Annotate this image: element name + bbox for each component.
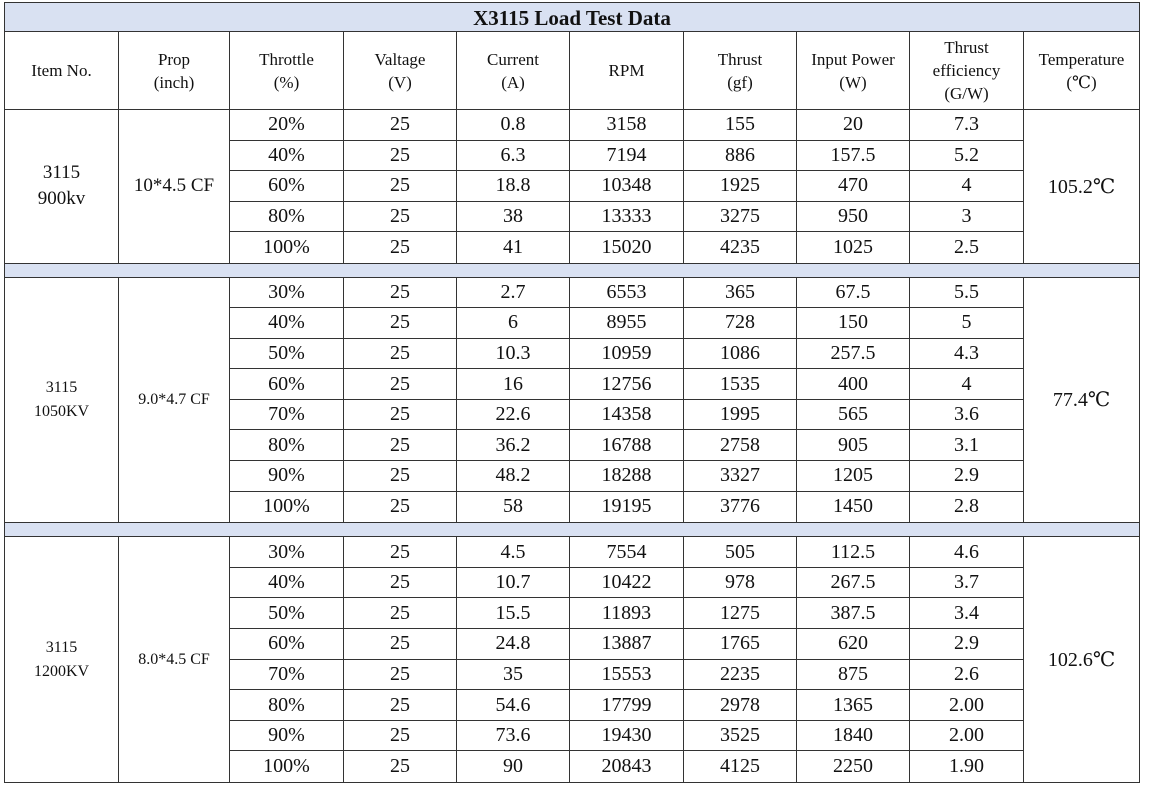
rpm-cell: 10959 [570, 339, 684, 370]
rpm-cell: 19430 [570, 721, 684, 752]
header-throttle-line: Throttle [259, 49, 314, 69]
throttle-cell: 30% [230, 278, 344, 309]
input-power-cell: 157.5 [797, 141, 910, 172]
thrust-efficiency-cell: 5 [910, 308, 1024, 339]
header-temperature [1024, 32, 1140, 110]
current-cell: 36.2 [457, 430, 570, 461]
current-cell: 6 [457, 308, 570, 339]
prop-cell: 10*4.5 CF [119, 110, 230, 263]
input-power-cell: 387.5 [797, 598, 910, 629]
voltage-cell: 25 [344, 629, 457, 660]
current-cell: 6.3 [457, 141, 570, 172]
rpm-cell: 13333 [570, 202, 684, 233]
thrust-cell: 3776 [684, 492, 797, 523]
current-cell: 41 [457, 232, 570, 263]
current-cell: 18.8 [457, 171, 570, 202]
current-cell: 48.2 [457, 461, 570, 492]
voltage-cell: 25 [344, 202, 457, 233]
thrust-cell: 886 [684, 141, 797, 172]
thrust-cell: 3275 [684, 202, 797, 233]
current-cell: 4.5 [457, 537, 570, 568]
header-voltage-line: Valtage [374, 49, 426, 69]
current-cell: 24.8 [457, 629, 570, 660]
thrust-efficiency-cell: 4.3 [910, 339, 1024, 370]
rpm-cell: 15020 [570, 232, 684, 263]
current-cell: 54.6 [457, 690, 570, 721]
throttle-cell: 70% [230, 660, 344, 691]
current-cell: 90 [457, 751, 570, 782]
item-no-line: 3115 [45, 638, 78, 656]
item-no-cell [4, 537, 119, 782]
thrust-cell: 1535 [684, 369, 797, 400]
rpm-cell: 7554 [570, 537, 684, 568]
input-power-cell: 620 [797, 629, 910, 660]
temperature-cell: 77.4℃ [1024, 278, 1140, 523]
rpm-cell: 8955 [570, 308, 684, 339]
motor-group [4, 110, 1140, 264]
header-thrust [684, 32, 797, 110]
header-rpm-line: RPM [608, 61, 645, 80]
throttle-cell: 60% [230, 171, 344, 202]
thrust-efficiency-cell: 7.3 [910, 110, 1024, 141]
input-power-cell: 1025 [797, 232, 910, 263]
thrust-efficiency-cell: 3.7 [910, 568, 1024, 599]
rpm-cell: 16788 [570, 430, 684, 461]
item-no-line: 1200KV [33, 662, 90, 680]
header-item-no [4, 32, 119, 110]
input-power-cell: 150 [797, 308, 910, 339]
header-throttle-line: (%) [273, 72, 300, 92]
current-cell: 38 [457, 202, 570, 233]
current-cell: 15.5 [457, 598, 570, 629]
header-throttle [230, 32, 344, 110]
throttle-cell: 100% [230, 751, 344, 782]
table-title: X3115 Load Test Data [4, 2, 1140, 32]
rpm-cell: 15553 [570, 660, 684, 691]
input-power-cell: 112.5 [797, 537, 910, 568]
motor-group [4, 537, 1140, 783]
current-cell: 58 [457, 492, 570, 523]
item-no-line: 1050KV [33, 402, 90, 420]
header-thrust-line: (gf) [727, 72, 753, 92]
thrust-cell: 2758 [684, 430, 797, 461]
thrust-cell: 2235 [684, 660, 797, 691]
input-power-cell: 875 [797, 660, 910, 691]
thrust-efficiency-cell: 2.00 [910, 690, 1024, 721]
thrust-efficiency-cell: 3.4 [910, 598, 1024, 629]
thrust-cell: 2978 [684, 690, 797, 721]
voltage-cell: 25 [344, 232, 457, 263]
current-cell: 0.8 [457, 110, 570, 141]
rpm-cell: 17799 [570, 690, 684, 721]
group-separator [4, 523, 1140, 537]
thrust-cell: 505 [684, 537, 797, 568]
item-no-cell [4, 278, 119, 523]
throttle-cell: 50% [230, 598, 344, 629]
thrust-efficiency-cell: 1.90 [910, 751, 1024, 782]
current-cell: 16 [457, 369, 570, 400]
item-no-line: 3115 [45, 378, 78, 396]
voltage-cell: 25 [344, 400, 457, 431]
thrust-cell: 4235 [684, 232, 797, 263]
prop-cell: 9.0*4.7 CF [119, 278, 230, 523]
header-thrust-efficiency-line: Thrust [944, 38, 989, 57]
table-header-row [4, 32, 1140, 110]
input-power-cell: 67.5 [797, 278, 910, 309]
voltage-cell: 25 [344, 369, 457, 400]
header-temperature-line: Temperature [1038, 49, 1125, 69]
header-input-power [797, 32, 910, 110]
throttle-cell: 50% [230, 339, 344, 370]
rpm-cell: 3158 [570, 110, 684, 141]
item-no-line: 3115 [42, 162, 81, 184]
throttle-cell: 40% [230, 568, 344, 599]
thrust-efficiency-cell: 2.6 [910, 660, 1024, 691]
throttle-cell: 80% [230, 690, 344, 721]
throttle-cell: 100% [230, 232, 344, 263]
thrust-efficiency-cell: 2.00 [910, 721, 1024, 752]
voltage-cell: 25 [344, 430, 457, 461]
header-rpm [570, 32, 684, 110]
current-cell: 73.6 [457, 721, 570, 752]
header-prop [119, 32, 230, 110]
header-prop-line: Prop [157, 49, 191, 69]
voltage-cell: 25 [344, 721, 457, 752]
header-current-line: (A) [501, 72, 525, 92]
thrust-efficiency-cell: 4.6 [910, 537, 1024, 568]
current-cell: 10.7 [457, 568, 570, 599]
item-no-cell [4, 110, 119, 263]
thrust-efficiency-cell: 2.9 [910, 629, 1024, 660]
rpm-cell: 6553 [570, 278, 684, 309]
current-cell: 22.6 [457, 400, 570, 431]
thrust-efficiency-cell: 5.5 [910, 278, 1024, 309]
throttle-cell: 100% [230, 492, 344, 523]
throttle-cell: 70% [230, 400, 344, 431]
thrust-cell: 1086 [684, 339, 797, 370]
voltage-cell: 25 [344, 598, 457, 629]
thrust-efficiency-cell: 3.1 [910, 430, 1024, 461]
thrust-efficiency-cell: 2.9 [910, 461, 1024, 492]
input-power-cell: 257.5 [797, 339, 910, 370]
throttle-cell: 30% [230, 537, 344, 568]
temperature-cell: 102.6℃ [1024, 537, 1140, 782]
temperature-cell: 105.2℃ [1024, 110, 1140, 263]
voltage-cell: 25 [344, 568, 457, 599]
thrust-efficiency-cell: 2.8 [910, 492, 1024, 523]
table-body [4, 110, 1140, 783]
rpm-cell: 11893 [570, 598, 684, 629]
header-thrust-efficiency [910, 32, 1024, 110]
motor-group [4, 278, 1140, 524]
header-item-no-line: Item No. [31, 61, 92, 80]
thrust-efficiency-cell: 3 [910, 202, 1024, 233]
thrust-efficiency-cell: 4 [910, 171, 1024, 202]
voltage-cell: 25 [344, 461, 457, 492]
voltage-cell: 25 [344, 278, 457, 309]
current-cell: 10.3 [457, 339, 570, 370]
input-power-cell: 2250 [797, 751, 910, 782]
header-voltage-line: (V) [388, 72, 412, 92]
header-current [457, 32, 570, 110]
voltage-cell: 25 [344, 690, 457, 721]
voltage-cell: 25 [344, 110, 457, 141]
rpm-cell: 18288 [570, 461, 684, 492]
throttle-cell: 20% [230, 110, 344, 141]
rpm-cell: 19195 [570, 492, 684, 523]
input-power-cell: 1450 [797, 492, 910, 523]
header-voltage [344, 32, 457, 110]
header-thrust-line: Thrust [717, 49, 763, 69]
header-input-power-line: Input Power [811, 49, 895, 69]
input-power-cell: 1205 [797, 461, 910, 492]
input-power-cell: 267.5 [797, 568, 910, 599]
throttle-cell: 40% [230, 141, 344, 172]
thrust-cell: 728 [684, 308, 797, 339]
header-current-line: Current [487, 49, 539, 69]
throttle-cell: 60% [230, 369, 344, 400]
load-test-table [4, 2, 1140, 783]
throttle-cell: 40% [230, 308, 344, 339]
voltage-cell: 25 [344, 141, 457, 172]
current-cell: 35 [457, 660, 570, 691]
input-power-cell: 1840 [797, 721, 910, 752]
thrust-efficiency-cell: 2.5 [910, 232, 1024, 263]
header-prop-line: (inch) [153, 72, 195, 92]
thrust-efficiency-cell: 3.6 [910, 400, 1024, 431]
item-no-line: 900kv [37, 188, 86, 210]
voltage-cell: 25 [344, 537, 457, 568]
header-input-power-line: (W) [839, 72, 867, 92]
thrust-cell: 1925 [684, 171, 797, 202]
thrust-cell: 3525 [684, 721, 797, 752]
thrust-cell: 1765 [684, 629, 797, 660]
thrust-efficiency-cell: 5.2 [910, 141, 1024, 172]
input-power-cell: 565 [797, 400, 910, 431]
thrust-cell: 4125 [684, 751, 797, 782]
thrust-cell: 155 [684, 110, 797, 141]
rpm-cell: 20843 [570, 751, 684, 782]
throttle-cell: 90% [230, 721, 344, 752]
thrust-cell: 1995 [684, 400, 797, 431]
throttle-cell: 60% [230, 629, 344, 660]
rpm-cell: 7194 [570, 141, 684, 172]
prop-cell: 8.0*4.5 CF [119, 537, 230, 782]
thrust-cell: 1275 [684, 598, 797, 629]
voltage-cell: 25 [344, 171, 457, 202]
voltage-cell: 25 [344, 339, 457, 370]
header-temperature-line: (℃) [1066, 72, 1097, 92]
rpm-cell: 13887 [570, 629, 684, 660]
input-power-cell: 400 [797, 369, 910, 400]
thrust-cell: 978 [684, 568, 797, 599]
voltage-cell: 25 [344, 308, 457, 339]
group-separator [4, 264, 1140, 278]
thrust-efficiency-cell: 4 [910, 369, 1024, 400]
throttle-cell: 80% [230, 430, 344, 461]
input-power-cell: 1365 [797, 690, 910, 721]
rpm-cell: 12756 [570, 369, 684, 400]
rpm-cell: 10348 [570, 171, 684, 202]
throttle-cell: 80% [230, 202, 344, 233]
throttle-cell: 90% [230, 461, 344, 492]
voltage-cell: 25 [344, 492, 457, 523]
rpm-cell: 10422 [570, 568, 684, 599]
header-thrust-efficiency-line: (G/W) [944, 84, 989, 103]
thrust-cell: 365 [684, 278, 797, 309]
input-power-cell: 950 [797, 202, 910, 233]
rpm-cell: 14358 [570, 400, 684, 431]
current-cell: 2.7 [457, 278, 570, 309]
input-power-cell: 905 [797, 430, 910, 461]
input-power-cell: 20 [797, 110, 910, 141]
header-thrust-efficiency-line: efficiency [932, 61, 1001, 80]
voltage-cell: 25 [344, 660, 457, 691]
input-power-cell: 470 [797, 171, 910, 202]
thrust-cell: 3327 [684, 461, 797, 492]
voltage-cell: 25 [344, 751, 457, 782]
